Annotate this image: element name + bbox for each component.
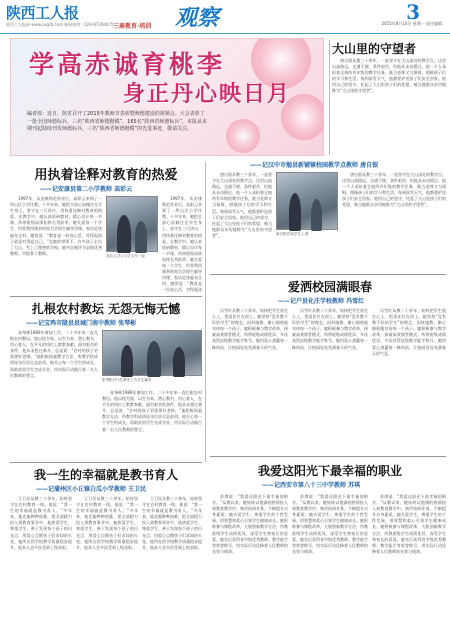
blossom-decoration-icon (226, 119, 260, 153)
hero-banner (10, 38, 324, 156)
article-body-continued (142, 496, 202, 624)
article-body (10, 330, 98, 458)
article-headline: 扎根农村教坛 无怨无悔无憾 (31, 302, 181, 316)
article-paragraph: 唐自银从教三十余年，一直坚守在大山深处的教学点。这里山高路远，交通不便，条件艰苦，但他从未动摇过。他一个人承担着全校所有年级的教学任务，既当老师又当保姆，照顾孩子们的学习和生活。每到雨雪天气，他都要护送孩子们安全回家。他用自己的坚守，托起了大山里孩子们的希望，被当地群众亲切地称为“大山里的守望者”。 (212, 172, 272, 238)
page-number: 3 (406, 0, 420, 24)
article-body-continued (102, 390, 202, 458)
column-divider (329, 40, 330, 155)
hero-title-line1: 学高赤诚育桃李 (29, 50, 226, 79)
article-paragraph: 王卫民从教三十余年，始终坚守在农村教育一线。他说：“我一生的幸福就是教书育人。”多年来，他克服种种困难，把全部精力投入到教育事业中。他热爱学生，尊重学生，善于发现每个孩子的闪光点，用爱心点燃孩子们求知的火花。他所在的学校教学质量稳步提升，他本人也多次受到上级表彰。 (76, 496, 138, 550)
person-silhouette-icon (147, 341, 161, 377)
article-photo (106, 196, 158, 252)
article-body-continued (76, 496, 138, 624)
article-paragraph: 王卫民从教三十余年，始终坚守在农村教育一线。他说：“我一生的幸福就是教书育人。”多年来，他克服种种困难，把全部精力投入到教育事业中。他热爱学生，尊重学生，善于发现每个孩子的闪光点，用爱心点燃孩子们求知的火花。他所在的学校教学质量稳步提升，他本人也多次受到上级表彰。 (10, 496, 72, 550)
article-headline: 我一生的幸福就是教书育人 (33, 468, 178, 482)
newspaper-logo: 陕西工人报 (6, 4, 79, 22)
person-silhouette-icon (135, 221, 147, 253)
article-body (332, 58, 446, 156)
photo-caption: 高彩云(右)与学生在一起 (106, 254, 145, 258)
article-headline: 用执着诠释对教育的热爱 (34, 168, 178, 183)
article-paragraph: 冯雪红从教二十余年，始终把学生放在心上，把责任扛在肩上。她坚持“没有教不好的学生”的理念，因材施教，耐心细致地对待每一个孩子。她积极参与教学改革，探索高效课堂模式，所带班级成绩优异，多次获得县级教学能手称号。她用爱心浇灌每一株幼苗，让校园处处充满春天的气息。 (212, 308, 288, 350)
section-divider (10, 296, 202, 297)
column-title: 观察 (175, 5, 220, 31)
article-body-continued (342, 172, 446, 270)
article-paragraph: 冯雪红从教二十余年，始终把学生放在心上，把责任扛在肩上。她坚持“没有教不好的学生”的理念，因材施教，耐心细致地对待每一个孩子。她积极参与教学改革，探索高效课堂模式，所带班级成绩优异，多次获得县级教学能手称号。她用爱心浇灌每一株幼苗，让校园处处充满春天的气息。 (372, 308, 446, 356)
article-body (212, 494, 288, 624)
person-silhouette-icon (121, 345, 133, 377)
article-byline: —— 记户县化庄学校教师 冯雪红 (278, 296, 364, 305)
column-divider (205, 162, 206, 462)
article-headline: 我爱这阳光下最幸福的职业 (257, 464, 402, 478)
photo-caption: 唐自银在给学生上课 (276, 232, 309, 236)
section-tag: 三秦教育·培训 (113, 23, 152, 30)
article-paragraph: 苏琪说：“我爱这阳光下最幸福的职业。”从教以来，她始终以饱满的热情投入到教育教学中，刻苦钻研业务，不断提升自身素质。她关爱学生，尊重学生的个性发展，用智慧和爱心引领学生健康成长。她积极参与课程改革，大胆创新教学方法，所教班级学生成绩优异，深受学生和家长的喜爱。她先后获得省市级优秀教师、教学能手等荣誉称号，用实际行动诠释着人民教师的光荣与使命。 (212, 494, 288, 554)
article-paragraph: 唐自银从教三十余年，一直坚守在大山深处的教学点。这里山高路远，交通不便，条件艰苦，但他从未动摇过。他一个人承担着全校所有年级的教学任务，既当老师又当保姆，照顾孩子们的学习和生活。每到雨雪天气，他都要护送孩子们安全回家。他用自己的坚守，托起了大山里孩子们的希望，被当地群众亲切地称为“大山里的守望者”。 (342, 172, 446, 208)
editor-note: 编者按：近日，陕省召开了2015年教师节表彰暨师德建设的视频会。大会表彰了一批全国师德标兵、三名“陕西省师德楷模”、165名“陕西省师德标兵”，本报从本期刊起陆续刊发师德标兵、三名“陕西省师德楷模”的先进事迹，敬请关注。 (27, 111, 207, 132)
section-divider (10, 462, 202, 463)
article-byline: —— 记蒲州区小丘镇白瓜小学教师 王卫民 (36, 484, 146, 493)
article-body-continued (372, 308, 446, 452)
photo-caption: 张琴彬(中)在课堂上为学生辅导 (102, 378, 152, 382)
person-silhouette-icon (311, 199, 322, 231)
article-byline: —— 记宝鸡市陇县县城门南中教师 张琴彬 (26, 318, 136, 327)
article-byline: —— 记西安市第八十三中学教师 苏琪 (262, 480, 360, 489)
article-paragraph: 苏琪说：“我爱这阳光下最幸福的职业。”从教以来，她始终以饱满的热情投入到教育教学中，刻苦钻研业务，不断提升自身素质。她关爱学生，尊重学生的个性发展，用智慧和爱心引领学生健康成长。她积极参与课程改革，大胆创新教学方法，所教班级学生成绩优异，深受学生和家长的喜爱。她先后获得省市级优秀教师、教学能手等荣誉称号，用实际行动诠释着人民教师的光荣与使命。 (372, 494, 446, 554)
article-byline: —— 记安康县第二小学教师 高彩云 (40, 184, 132, 193)
section-divider (210, 456, 446, 457)
article-byline: —— 记汉中市勉县新铺镇校园教学点教师 唐自银 (250, 160, 378, 169)
masthead-info-line: 陕西工人报网 www.sxgrb.com 新闻热线：029-87294475 (6, 22, 114, 27)
section-divider (210, 274, 446, 275)
article-body-continued (162, 196, 202, 292)
person-silhouette-icon (173, 347, 185, 377)
article-photo (276, 172, 338, 230)
article-paragraph: 张琴彬1989年参加工作，二十多年来一直扎根农村教坛。他以校为家，以生为本，潜心教书，用心育人，在平凡的岗位上默默奉献。面对艰苦的条件，他从未想过离开，总是说：“农村的孩子更需要好老师。”他积极探索教学方法，所教学科成绩连年位居全县前列。他关心每一个学生的成长，资助贫困学生完成学业，用实际行动践行着一名人民教师的誓言。 (102, 390, 202, 432)
article-paragraph: 1997年，从安康师范毕业后，高彩云来到了一所山区小学任教。十多年来，她把全部心血倾注在学生身上，坚守在三尺讲台，用执着诠释对教育的热爱。在教学中，她认真钻研教材，精心设计每一节课，所带班级成绩始终名列前茅。她关爱每一个学生，经常利用课余时间为学困生辅导功课，家访足迹遍布全村。她常说：“教育是一份良心活，对得起孩子就是对得起自己。”在她的带领下，许多孩子走出了大山，考上了理想的学校。她多次被评为县级优秀教师、市级骨干教师。 (10, 196, 102, 256)
article-body (10, 196, 102, 292)
article-body-continued (292, 494, 368, 624)
article-body-continued (212, 172, 272, 270)
article-paragraph: 苏琪说：“我爱这阳光下最幸福的职业。”从教以来，她始终以饱满的热情投入到教育教学中，刻苦钻研业务，不断提升自身素质。她关爱学生，尊重学生的个性发展，用智慧和爱心引领学生健康成长。她积极参与课程改革，大胆创新教学方法，所教班级学生成绩优异，深受学生和家长的喜爱。她先后获得省市级优秀教师、教学能手等荣誉称号，用实际行动诠释着人民教师的光荣与使命。 (292, 494, 368, 554)
article-paragraph: 王卫民从教三十余年，始终坚守在农村教育一线。他说：“我一生的幸福就是教书育人。”多年来，他克服种种困难，把全部精力投入到教育事业中。他热爱学生，尊重学生，善于发现每个孩子的闪光点，用爱心点燃孩子们求知的火花。他所在的学校教学质量稳步提升，他本人也多次受到上级表彰。 (142, 496, 202, 550)
article-body-continued (292, 308, 368, 452)
article-body-continued (372, 494, 446, 624)
article-paragraph: 张琴彬1989年参加工作，二十多年来一直扎根农村教坛。他以校为家，以生为本，潜心教书，用心育人，在平凡的岗位上默默奉献。面对艰苦的条件，他从未想过离开，总是说：“农村的孩子更需要好老师。”他积极探索教学方法，所教学科成绩连年位居全县前列。他关心每一个学生的成长，资助贫困学生完成学业，用实际行动践行着一名人民教师的誓言。 (10, 330, 98, 378)
person-silhouette-icon (289, 193, 301, 231)
article-body (212, 308, 288, 452)
article-body (10, 496, 72, 624)
article-paragraph: 唐自银从教三十余年，一直坚守在大山深处的教学点。这里山高路远，交通不便，条件艰苦，但他从未动摇过。他一个人承担着全校所有年级的教学任务，既当老师又当保姆，照顾孩子们的学习和生活。每到雨雪天气，他都要护送孩子们安全回家。他用自己的坚守，托起了大山里孩子们的希望，被当地群众亲切地称为“大山里的守望者”。 (332, 58, 446, 94)
article-headline: 大山里的守望者 (332, 42, 417, 56)
article-paragraph: 冯雪红从教二十余年，始终把学生放在心上，把责任扛在肩上。她坚持“没有教不好的学生”的理念，因材施教，耐心细致地对待每一个孩子。她积极参与教学改革，探索高效课堂模式，所带班级成绩优异，多次获得县级教学能手称号。她用爱心浇灌每一株幼苗，让校园处处充满春天的气息。 (292, 308, 368, 350)
hero-title-line2: 身正丹心映日月 (123, 81, 292, 107)
person-silhouette-icon (117, 215, 131, 253)
article-headline: 爱洒校园满眼春 (287, 280, 372, 294)
article-photo (102, 330, 202, 376)
article-paragraph: 1997年，从安康师范毕业后，高彩云来到了一所山区小学任教。十多年来，她把全部心血倾注在学生身上，坚守在三尺讲台，用执着诠释对教育的热爱。在教学中，她认真钻研教材，精心设计每一节课，所带班级成绩始终名列前茅。她关爱每一个学生，经常利用课余时间为学困生辅导功课，家访足迹遍布全村。她常说：“教育是一份良心活，对得起孩 (162, 196, 202, 292)
masthead (0, 0, 450, 34)
edit-info: 2015年8月10日 星期一 责任编辑： (381, 21, 446, 26)
